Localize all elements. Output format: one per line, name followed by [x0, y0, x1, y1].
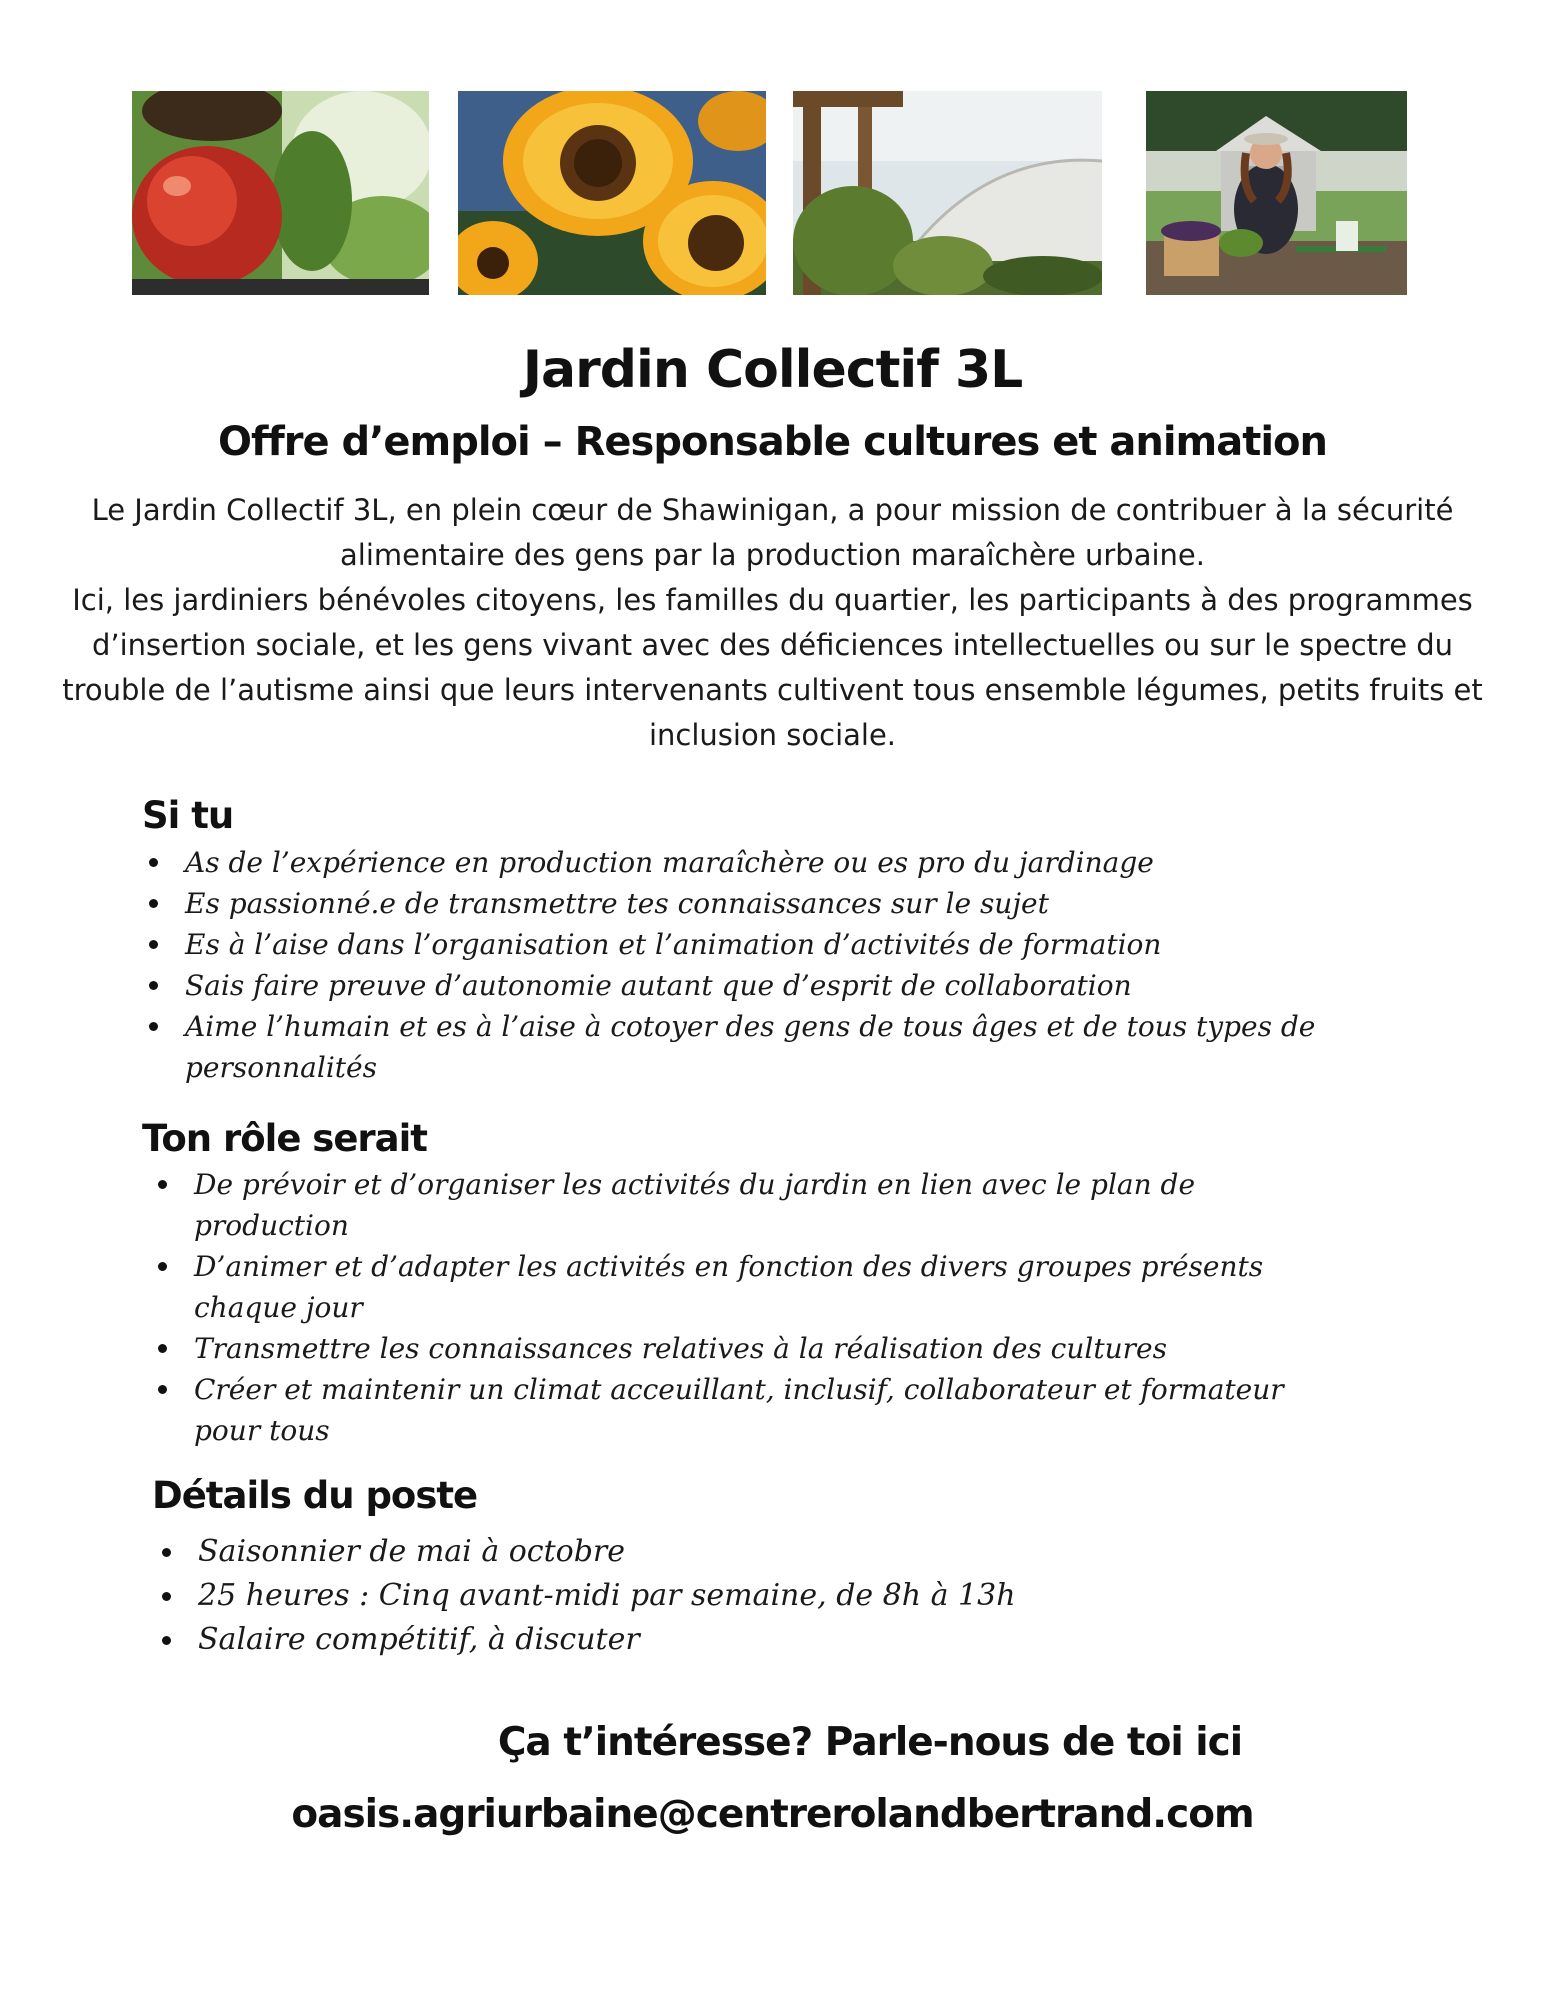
- bullet-icon: [162, 1592, 171, 1601]
- list-item: [152, 1328, 1352, 1369]
- si-tu-list: [143, 842, 1393, 1088]
- list-item-text: Es à l’aise dans l’organisation et l’animation d’activités de formation: [185, 928, 1162, 961]
- section-heading-role: Ton rôle serait: [142, 1117, 427, 1160]
- list-item: [152, 1246, 1352, 1328]
- details-list: [156, 1530, 1256, 1662]
- call-to-action: Ça t’intéresse? Parle-nous de toi ici: [497, 1720, 1243, 1765]
- gardener-photo: [1146, 91, 1407, 295]
- bullet-icon: [158, 1262, 167, 1271]
- list-item: [156, 1530, 1256, 1574]
- list-item-text: Transmettre les connaissances relatives à la réalisation des cultures: [194, 1332, 1167, 1365]
- bullet-icon: [149, 1022, 158, 1031]
- bullet-icon: [158, 1385, 167, 1394]
- greenhouse-photo: [793, 91, 1102, 295]
- bullet-icon: [162, 1636, 171, 1645]
- list-item-text: Es passionné.e de transmettre tes connaissances sur le sujet: [185, 887, 1049, 920]
- list-item-text: 25 heures : Cinq avant-midi par semaine, de 8h à 13h: [198, 1578, 1016, 1613]
- list-item: [143, 842, 1393, 883]
- list-item-text: As de l’expérience en production maraîchère ou es pro du jardinage: [185, 846, 1154, 879]
- list-item: [143, 883, 1393, 924]
- list-item: [152, 1164, 1352, 1246]
- sunflowers-photo: [458, 91, 766, 295]
- bullet-icon: [149, 940, 158, 949]
- list-item: [143, 924, 1393, 965]
- list-item-text: Salaire compétitif, à discuter: [198, 1622, 640, 1657]
- bullet-icon: [162, 1548, 171, 1557]
- list-item-text: Aime l’humain et es à l’aise à cotoyer des gens de tous âges et de tous types de personnalités: [185, 1010, 1316, 1084]
- list-item: [156, 1618, 1256, 1662]
- intro-paragraph: Ici, les jardiniers bénévoles citoyens, les familles du quartier, les participants à des programmes d’insertion sociale, et les gens vivant avec des déficiences intellectuelles ou sur le spectre du trouble de l’autisme ainsi que leurs intervenants cultivent tous ensemble légumes, petits fruits et inclusion sociale.: [62, 583, 1483, 752]
- list-item-text: Créer et maintenir un climat acceuillant, inclusif, collaborateur et formateur pour tous: [194, 1373, 1284, 1447]
- section-heading-details: Détails du poste: [152, 1474, 478, 1517]
- bullet-icon: [149, 981, 158, 990]
- intro-text: [60, 488, 1485, 758]
- role-list: [152, 1164, 1352, 1451]
- bullet-icon: [158, 1180, 167, 1189]
- tomato-photo: [132, 91, 429, 295]
- bullet-icon: [149, 858, 158, 867]
- list-item: [152, 1369, 1352, 1451]
- list-item-text: D’animer et d’adapter les activités en fonction des divers groupes présents chaque jour: [194, 1250, 1264, 1324]
- list-item-text: Saisonnier de mai à octobre: [198, 1534, 626, 1569]
- list-item-text: Sais faire preuve d’autonomie autant que d’esprit de collaboration: [185, 969, 1132, 1002]
- contact-email[interactable]: oasis.agriurbaine@centrerolandbertrand.com: [291, 1792, 1254, 1837]
- list-item: [143, 1006, 1393, 1088]
- page-title: Jardin Collectif 3L: [522, 340, 1023, 400]
- section-heading-si-tu: Si tu: [142, 794, 234, 837]
- list-item: [156, 1574, 1256, 1618]
- list-item-text: De prévoir et d’organiser les activités du jardin en lien avec le plan de production: [194, 1168, 1196, 1242]
- bullet-icon: [158, 1344, 167, 1353]
- intro-paragraph: Le Jardin Collectif 3L, en plein cœur de Shawinigan, a pour mission de contribuer à la sécurité alimentaire des gens par la production maraîchère urbaine.: [91, 493, 1454, 572]
- page-subtitle: Offre d’emploi – Responsable cultures et animation: [217, 419, 1328, 465]
- bullet-icon: [149, 899, 158, 908]
- list-item: [143, 965, 1393, 1006]
